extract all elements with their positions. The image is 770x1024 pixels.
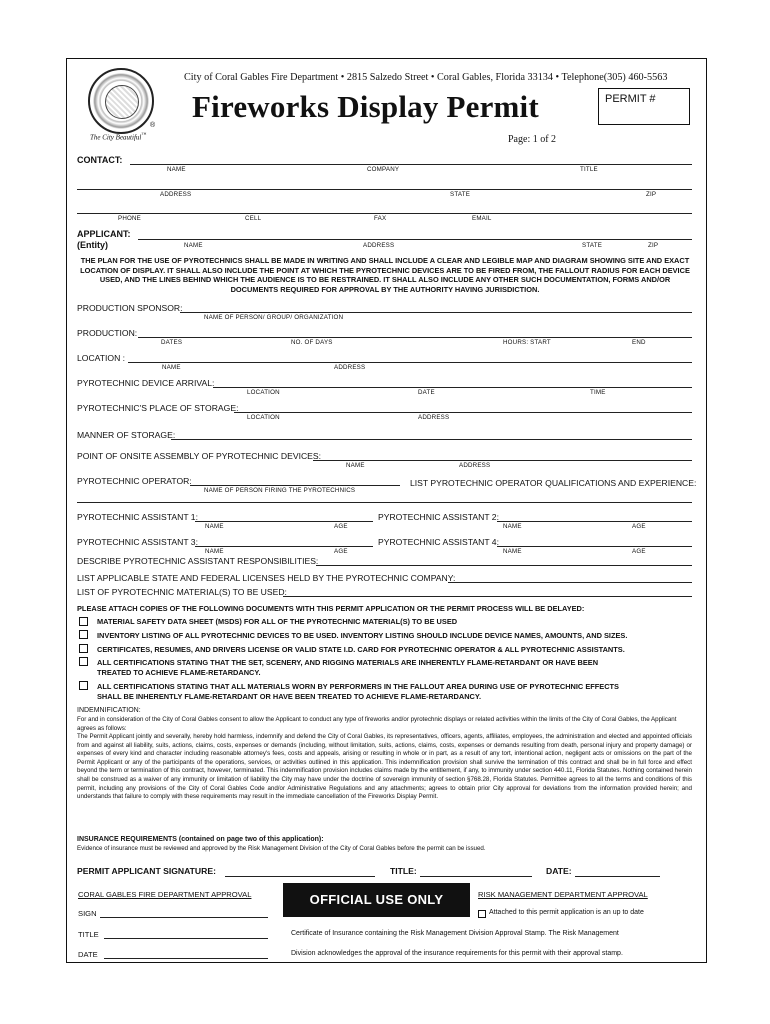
applicant-signature-line[interactable]: [225, 876, 375, 877]
applicant-zip-sub: ZIP: [648, 242, 659, 249]
assistant3-line[interactable]: [195, 546, 373, 547]
indemnification-heading: INDEMNIFICATION:: [77, 707, 141, 714]
licenses-line[interactable]: [448, 582, 692, 583]
arrival-date-sub: DATE: [418, 389, 435, 396]
assistant1-label: PYROTECHNIC ASSISTANT 1:: [77, 512, 198, 522]
page-title: Fireworks Display Permit: [192, 89, 539, 124]
assistant3-name-sub: NAME: [205, 548, 224, 555]
permit-number-box[interactable]: [598, 88, 690, 125]
manner-label: MANNER OF STORAGE:: [77, 430, 176, 440]
signature-date-label: DATE:: [546, 866, 572, 876]
attachment-set-rigging-label-1: ALL CERTIFICATIONS STATING THAT THE SET, SCENERY, AND RIGGING MATERIALS ARE INHERENTLY FLAME-RETARDANT OR HAVE BEEN: [97, 658, 599, 667]
insurance-text: Evidence of insurance must be reviewed and approved by the Risk Management Division of the City of Coral Gables before the permit can be issued.: [77, 845, 486, 852]
licenses-label: LIST APPLICABLE STATE AND FEDERAL LICENSES HELD BY THE PYROTECHNIC COMPANY:: [77, 573, 456, 583]
production-line[interactable]: [138, 337, 692, 338]
applicant-signature-label: PERMIT APPLICANT SIGNATURE:: [77, 866, 216, 876]
applicant-address-sub: ADDRESS: [363, 242, 395, 249]
assistant2-name-sub: NAME: [503, 523, 522, 530]
onsite-address-sub: ADDRESS: [459, 462, 491, 469]
contact-state-sub: STATE: [450, 191, 471, 198]
contact-phone-sub: PHONE: [118, 215, 142, 222]
assistant1-line[interactable]: [195, 521, 373, 522]
arrival-location-sub: LOCATION: [247, 389, 280, 396]
risk-certificate-text: Certificate of Insurance containing the Risk Management Division Approval Stamp. The Risk Management: [291, 930, 619, 937]
contact-address-sub: ADDRESS: [160, 191, 192, 198]
contact-zip-sub: ZIP: [646, 191, 657, 198]
fire-sign-label: SIGN: [78, 909, 97, 918]
attachment-checkbox-set-rigging[interactable]: [79, 657, 88, 666]
manner-line[interactable]: [171, 439, 692, 440]
registered-mark: ®: [150, 122, 156, 129]
operator-experience-label: LIST PYROTECHNIC OPERATOR QUALIFICATIONS AND EXPERIENCE:: [410, 478, 697, 488]
responsibilities-line[interactable]: [316, 565, 692, 566]
arrival-label: PYROTECHNIC DEVICE ARRIVAL:: [77, 378, 215, 388]
onsite-line[interactable]: [313, 460, 692, 461]
assistant4-age-sub: AGE: [632, 548, 646, 555]
sponsor-label: PRODUCTION SPONSOR:: [77, 303, 183, 313]
signature-title-label: TITLE:: [390, 866, 417, 876]
applicant-label: APPLICANT:: [77, 229, 131, 239]
materials-label: LIST OF PYROTECHNIC MATERIAL(S) TO BE USED:: [77, 587, 287, 597]
signature-title-line[interactable]: [420, 876, 532, 877]
assistant4-label: PYROTECHNIC ASSISTANT 4:: [378, 537, 499, 547]
attachment-checkbox-performers[interactable]: [79, 681, 88, 690]
sponsor-line[interactable]: [180, 312, 692, 313]
attachment-checkbox-inventory[interactable]: [79, 630, 88, 639]
materials-line[interactable]: [283, 596, 692, 597]
attachment-checkbox-msds[interactable]: [79, 617, 88, 626]
risk-acknowledge-text: Division acknowledges the approval of the insurance requirements for this permit with their approval stamp.: [291, 950, 623, 957]
attachment-performers-label-1: ALL CERTIFICATIONS STATING THAT ALL MATERIALS WORN BY PERFORMERS IN THE FALLOUT AREA DURING USE OF PYROTECHNIC EFFECTS: [97, 682, 619, 691]
risk-attached-text: Attached to this permit application is an up to date: [489, 909, 644, 916]
applicant-entity: (Entity): [77, 240, 108, 250]
attachment-checkbox-certificates[interactable]: [79, 644, 88, 653]
storage-line[interactable]: [234, 412, 692, 413]
attachment-performers-label-2: SHALL BE INHERENTLY FLAME-RETARDANT OR HAVE BEEN TREATED TO ACHIEVE FLAME-RETARDANCY.: [97, 692, 482, 701]
operator-experience-line[interactable]: [77, 502, 692, 503]
production-start-sub: HOURS: START: [503, 339, 551, 346]
contact-cell-sub: CELL: [245, 215, 262, 222]
contact-name-sub: NAME: [167, 166, 186, 173]
official-use-badge: OFFICIAL USE ONLY: [283, 883, 470, 917]
attachment-inventory-label: INVENTORY LISTING OF ALL PYROTECHNIC DEVICES TO BE USED. INVENTORY LISTING SHOULD INCLUDE DEVICE NAMES, AMOUNTS, AND SIZES.: [97, 631, 628, 640]
contact-fax-sub: FAX: [374, 215, 387, 222]
storage-address-sub: ADDRESS: [418, 414, 450, 421]
contact-company-sub: COMPANY: [367, 166, 400, 173]
location-name-sub: NAME: [162, 364, 181, 371]
assistant2-line[interactable]: [497, 521, 692, 522]
assistant4-name-sub: NAME: [503, 548, 522, 555]
production-label: PRODUCTION:: [77, 328, 138, 338]
location-line[interactable]: [128, 362, 692, 363]
risk-attached-checkbox[interactable]: [478, 910, 486, 918]
indemnification-body: The Permit Applicant jointly and severally, hereby hold harmless, indemnify and defend the City of Coral Gables, its representatives, officers, agents, affiliates, employees, the administration and elected and appointed officials from and against all liability, suits, actions, claims, costs, expenses or demands (including, without limitation, suits, actions, claims, costs, expenses or demands resulting from death, personal injury and property damage) or expenses of every kind and character including reasonable attorney's fees, costs and appeals, arising or resulting in whole or in part, as a result of any tort, intentional action, negligent acts or omissions on the part of the Permit Applicant or any of the participants of the operations, services, or activities outlined in this application. This indemnification provision shall survive the termination of this contract and shall be in full force and effect beyond the term or termination of this contract, however, terminated. This indemnification provision includes claims made by the entitlement, if any, to immunity under section 440.11, Florida Statutes. Nothing contained herein shall be construed as a waiver of any immunity or limitation of liability the City may have under the doctrine of sovereign immunity of section §768.28, Florida Statutes. Permittee agrees to all the terms and conditions of this permit, including any provisions of the City of Coral Gables Code and/or Administrative Regulations and any attachments; agrees to obtain prior City approval for deviations from the information provided herein; and understands that failure to comply with these requirements may result in the immediate cancellation of the Fireworks Display Permit.: [77, 733, 692, 801]
permit-number-label: PERMIT #: [605, 93, 656, 105]
contact-line-2[interactable]: [77, 189, 692, 190]
assistant3-age-sub: AGE: [334, 548, 348, 555]
responsibilities-label: DESCRIBE PYROTECHNIC ASSISTANT RESPONSIBILITIES:: [77, 556, 319, 566]
onsite-label: POINT OF ONSITE ASSEMBLY OF PYROTECHNIC DEVICES:: [77, 451, 322, 461]
fire-title-line[interactable]: [104, 938, 268, 939]
contact-line-1[interactable]: [130, 164, 692, 165]
fire-date-label: DATE: [78, 950, 98, 959]
assistant2-label: PYROTECHNIC ASSISTANT 2:: [378, 512, 499, 522]
insurance-heading: INSURANCE REQUIREMENTS (contained on page two of this application):: [77, 836, 324, 843]
city-tagline: The City Beautiful™: [90, 133, 147, 142]
attachments-heading: PLEASE ATTACH COPIES OF THE FOLLOWING DOCUMENTS WITH THIS PERMIT APPLICATION OR THE PERMIT PROCESS WILL BE DELAYED:: [77, 604, 585, 613]
fire-sign-line[interactable]: [100, 917, 268, 918]
operator-sub: NAME OF PERSON FIRING THE PYROTECHNICS: [204, 487, 356, 494]
city-seal-icon: [88, 68, 154, 134]
production-dates-sub: DATES: [161, 339, 183, 346]
location-address-sub: ADDRESS: [334, 364, 366, 371]
contact-line-3[interactable]: [77, 213, 692, 214]
assistant4-line[interactable]: [497, 546, 692, 547]
contact-email-sub: EMAIL: [472, 215, 492, 222]
risk-approval-heading: RISK MANAGEMENT DEPARTMENT APPROVAL: [478, 890, 648, 899]
assistant2-age-sub: AGE: [632, 523, 646, 530]
fire-date-line[interactable]: [104, 958, 268, 959]
sponsor-sub: NAME OF PERSON/ GROUP/ ORGANIZATION: [204, 314, 344, 321]
operator-label: PYROTECHNIC OPERATOR:: [77, 476, 192, 486]
attachment-certificates-label: CERTIFICATES, RESUMES, AND DRIVERS LICENSE OR VALID STATE I.D. CARD FOR PYROTECHNIC OPERATOR & ALL PYROTECHNIC ASSISTANTS.: [97, 645, 625, 654]
applicant-line[interactable]: [138, 239, 692, 240]
attachment-set-rigging-label-2: TREATED TO ACHIEVE FLAME-RETARDANCY.: [97, 668, 261, 677]
department-address: City of Coral Gables Fire Department • 2815 Salzedo Street • Coral Gables, Florida 33134 • Telephone(305) 460-5563: [184, 72, 668, 83]
indemnification-intro: For and in consideration of the City of Coral Gables consent to allow the Applicant to conduct any type of fireworks and/or pyrotechnic displays or related activities within the limits of the City of Coral Gables, the Applicant agrees as follows:: [77, 716, 677, 732]
page-indicator: Page: 1 of 2: [508, 134, 557, 145]
contact-title-sub: TITLE: [580, 166, 598, 173]
onsite-name-sub: NAME: [346, 462, 365, 469]
storage-label: PYROTECHNIC'S PLACE OF STORAGE:: [77, 403, 239, 413]
applicant-state-sub: STATE: [582, 242, 603, 249]
contact-label: CONTACT:: [77, 155, 123, 165]
assistant1-name-sub: NAME: [205, 523, 224, 530]
arrival-line[interactable]: [213, 387, 692, 388]
assistant1-age-sub: AGE: [334, 523, 348, 530]
location-label: LOCATION :: [77, 353, 126, 363]
production-end-sub: END: [632, 339, 646, 346]
production-days-sub: NO. OF DAYS: [291, 339, 333, 346]
fire-title-label: TITLE: [78, 930, 99, 939]
fire-approval-heading: CORAL GABLES FIRE DEPARTMENT APPROVAL: [78, 890, 252, 899]
arrival-time-sub: TIME: [590, 389, 606, 396]
attachment-msds-label: MATERIAL SAFETY DATA SHEET (MSDS) FOR ALL OF THE PYROTECHNIC MATERIAL(S) TO BE USED: [97, 617, 458, 626]
assistant3-label: PYROTECHNIC ASSISTANT 3:: [77, 537, 198, 547]
plan-instructions: THE PLAN FOR THE USE OF PYROTECHNICS SHALL BE MADE IN WRITING AND SHALL INCLUDE A CLEAR AND LEGIBLE MAP AND DIAGRAM SHOWING SITE AND EXACT LOCATION OF DISPLAY. IT SHALL ALSO INCLUDE THE POINT AT WHICH THE PYROTECHNIC DEVICES ARE TO BE FIRED FROM, THE FALLOUT RADIUS FOR EACH DEVICE USED, AND THE LINES BEHIND WHICH THE AUDIENCE IS TO BE RESTRAINED. IT SHALL ALSO INCLUDE ANY OTHER SUCH DOCUMENTATION, FORMS AND/OR DOCUMENTS REQUIRED FOR APPROVAL BY THE AUTHORITY HAVING JURISDICTION.: [80, 256, 690, 294]
applicant-name-sub: NAME: [184, 242, 203, 249]
signature-date-line[interactable]: [575, 876, 660, 877]
storage-location-sub: LOCATION: [247, 414, 280, 421]
operator-line[interactable]: [190, 485, 400, 486]
